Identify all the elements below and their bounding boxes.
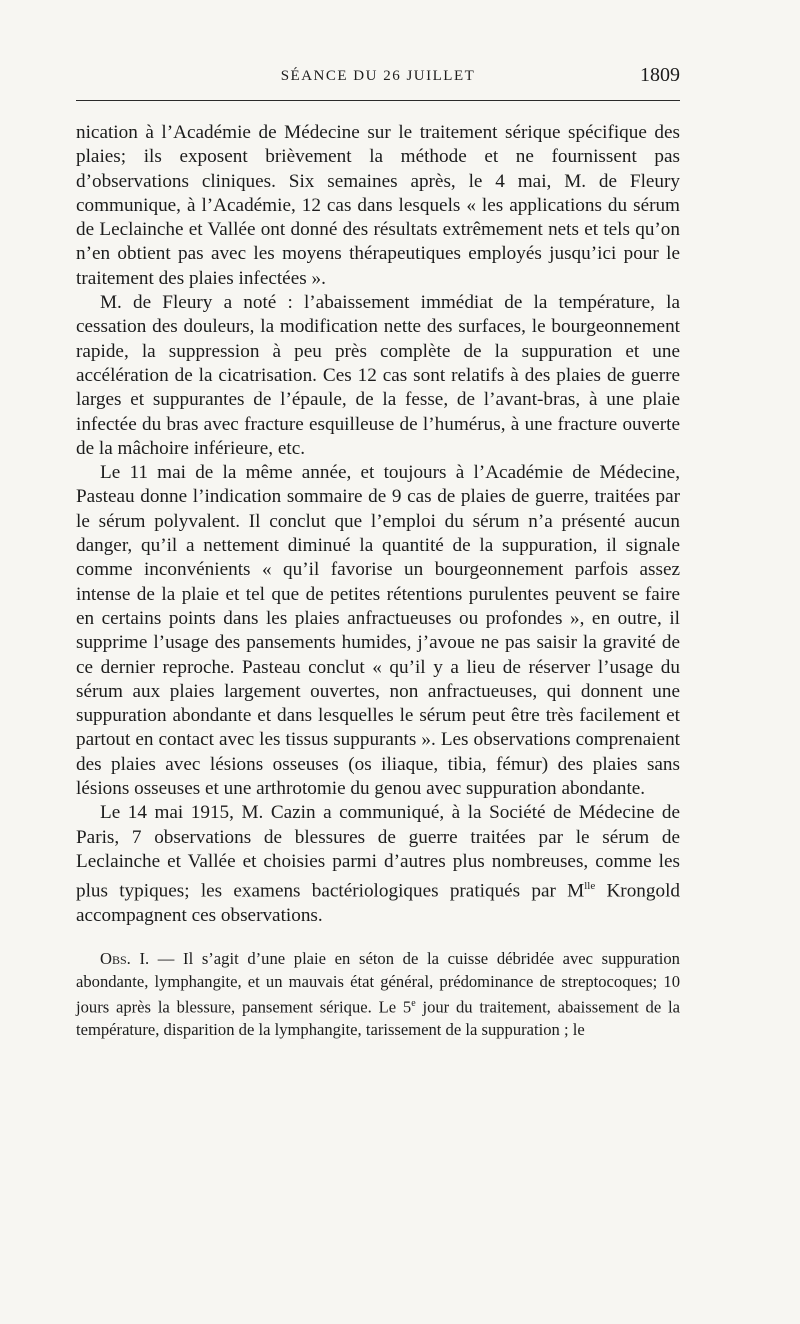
- paragraph-pasteau: Le 11 mai de la même année, et toujours à l’Académie de Médecine, Pasteau donne l’indication sommaire de 9 cas de plaies de guerre, traitées par le sérum polyvalent. Il conclut que l’emploi du sérum n’a présenté aucun danger, qu’il a nettement diminué la quantité de la suppuration, il signale comme inconvénients « qu’il favorise un bourgeonnement parfois assez intense de la plaie et tel que de petites rétentions purulentes peuvent se faire en certains points dans les plaies anfractueuses ou profondes », en outre, il supprime l’usage des pansements humides, j’avoue ne pas saisir la gravité de ce dernier reproche. Pasteau conclut « qu’il y a lieu de réserver l’usage du sérum aux plaies largement ouvertes, non anfractueuses, qui donnent une suppuration abondante et dans lesquelles le sérum peut être très facilement et partout en contact avec les tissus suppurants ». Les observations comprenaient des plaies avec lésions osseuses (os iliaque, tibia, fémur) des plaies sans lésions osseuses et une arthrotomie du genou avec suppuration abondante.: [76, 462, 680, 800]
- observation-text: — Il s’agit d’une plaie en séton de la cuisse débridée avec suppuration abondante, lymphangite, et un mauvais état général, prédominance de streptocoques; 10 jours après la blessure, pansement sérique. Le: [76, 949, 680, 1017]
- observation-day-number: 5: [402, 997, 412, 1017]
- paragraph-cazin-text: Le 14 mai 1915, M. Cazin a communiqué, à la Société de Médecine de Paris, 7 observations de blessures de guerre traitées par le sérum de Leclainche et Vallée et choisies parmi d’autres plus nombreuses, comme les plus typiques; les examens bactériologiques pratiqués par M: [76, 802, 680, 902]
- running-header: [76, 60, 680, 101]
- page: [76, 60, 680, 1042]
- body-text: [76, 121, 680, 928]
- superscript-lle: lle: [584, 880, 596, 893]
- observation-text-end: jour du traitement, abaissement de la température, disparition de la lymphangite, tarissement de la suppuration ; le: [76, 997, 680, 1040]
- paragraph-cazin: [76, 801, 680, 928]
- observation-day-superscript: e: [411, 998, 416, 1010]
- page-number: 1809: [640, 64, 680, 86]
- paragraph-continuation: nication à l’Académie de Médecine sur le traitement sérique spécifique des plaies; ils exposent brièvement la méthode et ne fournissent pas d’observations cliniques. Six semaines après, le 4 mai, M. de Fleury communique, à l’Académie, 12 cas dans lesquels « les applications du sérum de Leclainche et Vallée ont donné des résultats extrêmement nets et tels qu’on n’en obtient pas avec les moyens thérapeutiques employés jusqu’ici pour le traitement des plaies infectées ».: [76, 122, 680, 289]
- observation-label: Obs. I.: [100, 949, 150, 969]
- running-title: SÉANCE DU 26 JUILLET: [280, 68, 476, 84]
- paragraph-fleury: M. de Fleury a noté : l’abaissement immédiat de la température, la cessation des douleurs, la modification nette des surfaces, le bourgeonnement rapide, la suppression à peu près complète de la suppuration et une accélération de la cicatrisation. Ces 12 cas sont relatifs à des plaies de guerre larges et suppurantes de l’épaule, de la fesse, de l’avant-bras, à une plaie infectée du bras avec fracture esquilleuse de l’humérus, à une fracture ouverte de la mâchoire inférieure, etc.: [76, 292, 680, 459]
- observation-note: [76, 948, 680, 1042]
- paragraph-cazin-end: Krongold accompagnent ces observations.: [76, 880, 680, 926]
